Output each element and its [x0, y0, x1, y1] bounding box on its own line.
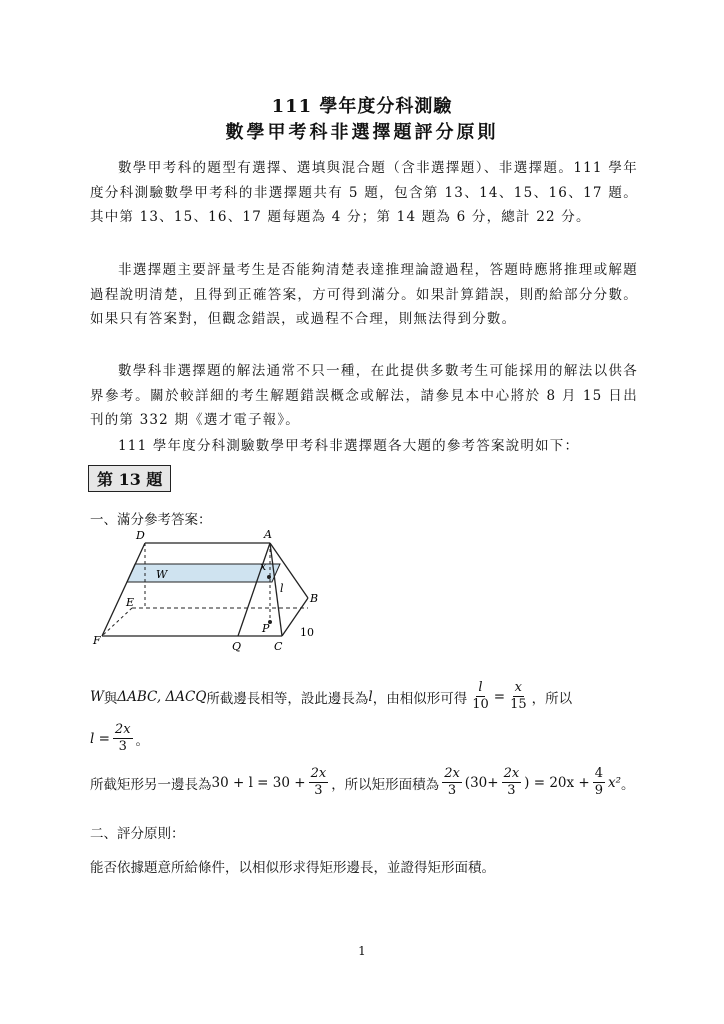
- solution-line-2: [90, 722, 149, 755]
- label-l: l: [280, 582, 284, 595]
- label-ten: 10: [300, 626, 314, 639]
- triangles: ΔABC, ΔACQ: [117, 688, 207, 705]
- fraction-denominator: 3: [314, 783, 323, 798]
- equals-sign: =: [493, 688, 506, 705]
- label-q: Q: [232, 640, 242, 653]
- intro-paragraph-1: 數學甲考科的題型有選擇、選填與混合題（含非選擇題）、非選擇題。111 學年度分科測驗數學甲考科的非選擇題共有 5 題，包含第 13、14、15、16、17 題。其中第 13、15、16、17 題每題為 4 分；第 14 題為 6 分，總計 22 分。: [90, 160, 638, 225]
- expr-l-equals: l =: [90, 730, 110, 747]
- page-number: 1: [358, 944, 366, 958]
- label-w: W: [156, 568, 168, 581]
- fraction-4-over-9: [593, 766, 605, 799]
- label-a: A: [264, 528, 272, 541]
- label-x: x: [260, 560, 267, 573]
- rubric-text: 能否依據題意所給條件，以相似形求得矩形邊長，並證得矩形面積。: [90, 860, 495, 876]
- label-c: C: [274, 640, 283, 653]
- question-heading: 第 13 題: [88, 465, 171, 492]
- intro-paragraph-4: 111 學年度分科測驗數學甲考科非選擇題各大題的參考答案說明如下：: [118, 438, 580, 454]
- fraction-denominator: 9: [594, 783, 604, 798]
- point-x-marker: [267, 575, 271, 579]
- intro-paragraph-3: 數學科非選擇題的解法通常不只一種，在此提供多數考生可能採用的解法以供各界參考。關於較詳細的考生解題錯誤概念或解法，請參見本中心將於 8 月 15 日出刊的第 332 期《選才電子報》。: [90, 363, 638, 428]
- text-with: 與: [103, 690, 118, 707]
- expr-x-squared: x²: [608, 774, 622, 791]
- symbol-w: W: [90, 688, 104, 705]
- expr-side-length: 30 + l = 30 +: [211, 774, 306, 791]
- edge-ef-hidden: [102, 608, 132, 636]
- solution-line-3: [90, 766, 635, 799]
- title-line-1: 111 學年度分科測驗: [271, 96, 453, 117]
- fraction-denominator: 3: [118, 739, 127, 754]
- fraction-numerator: x: [514, 680, 523, 695]
- fraction-denominator: 10: [472, 697, 489, 712]
- section-2-label: 二、評分原則：: [90, 826, 185, 842]
- period: 。: [621, 776, 635, 793]
- solution-line-1: [90, 680, 572, 713]
- period: 。: [135, 732, 150, 749]
- label-p: P: [262, 622, 270, 635]
- fraction-numerator: 4: [594, 766, 604, 781]
- section-1-label: 一、滿分參考答案：: [90, 512, 212, 528]
- fraction-2x-over-3: [113, 722, 133, 755]
- text-similar: ，由相似形可得: [372, 690, 468, 707]
- fraction-2x-over-3: [442, 766, 462, 799]
- fraction-numerator: 2x: [503, 766, 520, 781]
- title-line-2: 數學甲考科非選擇題評分原則: [225, 122, 499, 143]
- intro-paragraph-2: 非選擇題主要評量考生是否能夠清楚表達推理論證過程，答題時應將推理或解題過程說明清楚，且得到正確答案，方可得到滿分。如果計算錯誤，則酌給部分分數。如果只有答案對，但觀念錯誤，或過程不合理，則無法得到分數。: [90, 262, 638, 327]
- fraction-denominator: 3: [507, 783, 516, 798]
- label-d: D: [136, 529, 145, 542]
- fraction-l-over-10: [470, 680, 491, 713]
- symbol-l: l: [368, 688, 373, 705]
- text-therefore: ，所以: [531, 690, 573, 707]
- fraction-2x-over-3: [502, 766, 522, 799]
- label-f: F: [93, 634, 101, 647]
- fraction-numerator: 2x: [114, 722, 131, 737]
- label-e: E: [126, 596, 135, 609]
- text-equal-sides: 所截邊長相等，設此邊長為: [206, 690, 369, 707]
- geometry-figure: [90, 526, 330, 656]
- fraction-numerator: 2x: [310, 766, 327, 781]
- label-b: B: [310, 592, 319, 605]
- fraction-numerator: l: [478, 680, 483, 695]
- edge-df: [102, 543, 145, 636]
- text-area: ，所以矩形面積為: [331, 776, 440, 793]
- fraction-x-over-15: [508, 680, 529, 713]
- text-other-side: 所截矩形另一邊長為: [90, 776, 212, 793]
- expr-open-paren: (30+: [464, 774, 499, 791]
- fraction-denominator: 3: [447, 783, 457, 798]
- expr-result: ) = 20x +: [524, 774, 590, 791]
- fraction-denominator: 15: [510, 697, 527, 712]
- fraction-2x-over-3: [309, 766, 329, 799]
- fraction-numerator: 2x: [444, 766, 460, 781]
